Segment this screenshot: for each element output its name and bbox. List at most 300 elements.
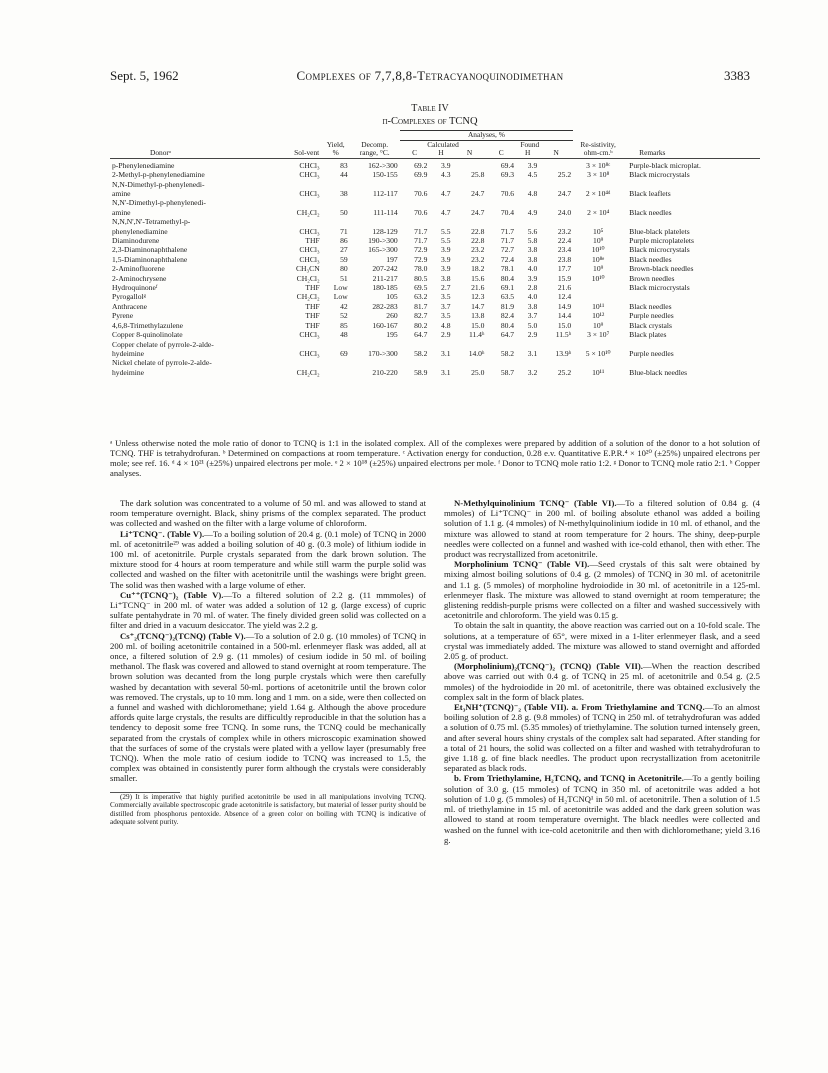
- header-title: Complexes of 7,7,8,8-Tetracyanoquinodimethan: [296, 68, 564, 83]
- table-cell: 2.9: [441, 330, 451, 340]
- table-cell: 13.8: [471, 311, 485, 321]
- table-cell: 81.9: [500, 301, 515, 311]
- table-cell: 3 × 10⁷: [587, 330, 610, 340]
- table-row: [110, 198, 760, 207]
- table-cell: [429, 180, 452, 189]
- table-cell: hydeimine: [112, 348, 145, 358]
- table-cell: 260: [386, 311, 398, 321]
- table-cell: 170->300: [368, 348, 398, 358]
- table-cell: 207-242: [372, 264, 398, 274]
- table-cell: 3.5: [441, 292, 451, 302]
- table-cell: 64.7: [500, 330, 515, 340]
- table-cell: 180-185: [372, 283, 398, 293]
- table-cell: 3.1: [441, 367, 451, 377]
- table-cell: 78.0: [414, 264, 428, 274]
- table-cell: [623, 292, 760, 301]
- paragraph: [444, 702, 760, 773]
- table-cell: 81.7: [414, 301, 428, 311]
- paragraph-text: —Seed crystals of this salt were obtained by mixing almost boiling solutions of 0.4 g. (2 mmoles) of TCNQ in 30 ml. of acetonitrile and 1.1 g. (5 mmoles) of morpholine hydroiodide in 30 ml. of acetonitrile in a 125-ml. erlenmeyer flask. The mixture was allowed to stand overnight at room temperature; the glistening reddish-purple prisms were collected on a filter and washed successively with acetonitrile and chloroform. The yield was 0.15 g.: [444, 559, 760, 621]
- table-cell: 2.8: [527, 283, 538, 293]
- table-cell: 52: [340, 311, 348, 321]
- table-cell: 10⁵: [593, 226, 604, 236]
- table-cell: 72.4: [500, 254, 515, 264]
- table-cell: Pyrene: [112, 311, 134, 321]
- table-cell: 195: [386, 330, 398, 340]
- table-cell: 4.7: [441, 189, 451, 198]
- table-cell: 15.0: [557, 320, 572, 330]
- table-cell: Black leaflets: [629, 189, 671, 198]
- table-cell: 4.3: [441, 170, 451, 180]
- table-cell: 23.8: [557, 254, 572, 264]
- table-cell: 22.4: [557, 236, 572, 246]
- col-c-calc: C: [412, 148, 417, 158]
- table-cell: [400, 340, 430, 349]
- paragraph-heading: (Morpholinium)₂(TCNQ⁻)₂ (TCNQ) (Table VII).: [454, 661, 643, 672]
- table-cell: [322, 217, 350, 226]
- col-solvent: Sol-vent: [294, 148, 320, 158]
- table-cell: [322, 198, 350, 207]
- table-cell: 2-Aminochrysene: [112, 273, 167, 283]
- col-n-calc: N: [466, 148, 473, 158]
- table-cell: 69.4: [500, 160, 515, 170]
- paragraph: [444, 661, 760, 702]
- table-cell: 69.3: [500, 170, 515, 180]
- table-title: π-Complexes of TCNQ: [382, 116, 478, 127]
- table-cell: 63.5: [500, 292, 515, 302]
- table-label: Table IV: [411, 103, 449, 114]
- col-decomp: Decomp. range, °C.: [359, 139, 390, 158]
- table-cell: 128-129: [372, 226, 398, 236]
- table-cell: 63.2: [414, 292, 428, 302]
- table-cell: 4.8: [527, 189, 538, 198]
- paragraph-text: —When the reaction described above was carried out with 0.4 g. of TCNQ in 25 ml. of acetonitrile and 0.54 g. (2.5 mmoles) of the hydroiodide in 20 ml. of acetonitrile, there was obtained exclusively the complex salt in the form of black plates.: [444, 661, 760, 702]
- table-cell: 4.5: [527, 170, 538, 180]
- table-cell: [539, 180, 573, 189]
- table-cell: 70.4: [500, 207, 515, 217]
- table-cell: Brown needles: [629, 273, 675, 283]
- table-cell: [486, 198, 516, 207]
- paragraph-text: —To a filtered solution of 0.84 g. (4 mmoles) of Li⁺TCNQ⁻ in 200 ml. of boiling absolute ethanol was added a boiling solution of 1.1 g. (4 mmoles) of N-methylquinolinium iodide in 10 ml. of ethanol, and the mixture was allowed to stand at room temperature for 2 hours. The shiny, deep-purple needles were collected on a funnel and washed with ice-cold ethanol, then with ether. The product was recrystallized from acetonitrile.: [444, 498, 761, 560]
- table-row: [110, 236, 760, 245]
- table-cell: 50: [340, 207, 348, 217]
- table-cell: 51: [340, 273, 348, 283]
- table-cell: 24.0: [557, 207, 572, 217]
- table-cell: 3.9: [441, 264, 451, 274]
- col-resistivity: Re-sistivity, ohm-cm.ᵇ: [580, 139, 616, 158]
- table-cell: 72.9: [414, 254, 428, 264]
- table-cell: 162->300: [368, 160, 398, 170]
- table-cell: 3 × 10⁸ᶜ: [586, 160, 611, 170]
- table-cell: CHCl₃: [299, 226, 320, 236]
- footnote-29: (29) It is imperative that highly purified acetonitrile be used in all manipulations involving TCNQ. Commercially available spectroscopic grade acetonitrile is satisfactory, but material of lesser purity should be distilled from phosphorus pentoxide. Absence of a green color on boiling with TCNQ is indicative of adequate solvent purity.: [110, 792, 426, 827]
- table-cell: 82.7: [414, 311, 428, 321]
- paragraph-text: —To a boiling solution of 20.4 g. (0.1 mole) of TCNQ in 2000 ml. of acetonitrile²⁹ was added a boiling solution of 40 g. (0.3 mole) of lithium iodide in 100 ml. of acetonitrile. Purple crystals separated from the dark brown solution. The mixture stood for 4 hours at room temperature and while still warm the purple solid was collected and washed on the filter with acetonitrile until the washings were bright green. The solid was then washed with a large volume of ether.: [110, 528, 426, 590]
- table-cell: Brown-black needles: [629, 264, 694, 274]
- paragraph: [110, 590, 426, 631]
- table-cell: Nickel chelate of pyrrole-2-alde-: [112, 358, 212, 368]
- table-cell: 14.9: [557, 301, 572, 311]
- table-cell: 72.7: [500, 245, 515, 255]
- table-cell: 59: [340, 254, 348, 264]
- table-cell: 44: [340, 170, 348, 180]
- table-cell: 70.6: [500, 189, 515, 198]
- table-cell: 3.8: [527, 254, 538, 264]
- table-row: [110, 321, 760, 330]
- table-cell: Black plates: [629, 330, 667, 340]
- table-cell: amine: [112, 207, 131, 217]
- table-cell: 165->300: [368, 245, 398, 255]
- table-cell: CHCl₃: [299, 348, 320, 358]
- table-cell: Black crystals: [629, 320, 672, 330]
- table-cell: Black microcrystals: [629, 283, 690, 293]
- col-found: Found: [486, 140, 573, 149]
- complexes-table: [110, 130, 760, 377]
- table-cell: 14.0ʰ: [468, 348, 485, 358]
- col-yield: Yield, %: [326, 139, 345, 158]
- table-cell: 15.6: [471, 273, 485, 283]
- table-cell: [623, 340, 760, 349]
- paragraph-text: —To a filtered solution of 2.2 g. (11 mmmoles) of Li⁺TCNQ⁻ in 200 ml. of water was added a solution of 12 g. (large excess) of cupric sulfate pentahydrate in 70 ml. of water. The finely divided green solid was collected on a filter and dried in a vacuum desiccator. The yield was 2.2 g.: [110, 589, 426, 631]
- table-cell: 48: [340, 330, 348, 340]
- table-cell: [429, 358, 452, 367]
- table-cell: [539, 161, 573, 170]
- table-cell: 23.4: [557, 245, 572, 255]
- table-cell: N,N,N',N'-Tetramethyl-p-: [112, 217, 191, 227]
- table-cell: THF: [305, 320, 320, 330]
- table-cell: Pyrogallolᵍ: [112, 292, 146, 302]
- paragraph-heading: N-Methylquinolinium TCNQ⁻ (Table VI).: [454, 498, 617, 508]
- table-row: [110, 302, 760, 311]
- table-cell: CH₂Cl₂: [296, 273, 320, 283]
- table-cell: Low: [333, 292, 348, 302]
- table-cell: THF: [305, 283, 320, 293]
- table-cell: 58.2: [500, 348, 515, 358]
- table-cell: 5.8: [527, 236, 538, 246]
- table-cell: CHCl₃: [299, 189, 320, 198]
- table-cell: [453, 217, 487, 226]
- table-cell: [486, 180, 516, 189]
- paragraph: [110, 631, 426, 784]
- paragraph-heading: Cs⁺₂(TCNQ⁻)₂(TCNQ) (Table V).: [120, 630, 246, 641]
- table-cell: 14.7: [471, 301, 485, 311]
- table-cell: [453, 161, 487, 170]
- table-cell: 2.9: [527, 330, 538, 340]
- table-cell: 69.2: [414, 160, 428, 170]
- table-cell: 3.9: [527, 160, 538, 170]
- table-cell: [350, 198, 400, 207]
- page-number: 3383: [724, 68, 750, 83]
- paragraph-heading: Li⁺TCNQ⁻. (Table V).: [120, 528, 205, 539]
- table-cell: 13.9ʰ: [555, 348, 572, 358]
- table-cell: 12.3: [471, 292, 485, 302]
- table-cell: 71.7: [414, 236, 428, 246]
- table-cell: [292, 180, 322, 189]
- left-column: [110, 498, 426, 827]
- col-h-calc: H: [438, 148, 444, 158]
- table-row: [110, 274, 760, 283]
- table-cell: 105: [386, 292, 398, 302]
- table-cell: 71.7: [500, 226, 515, 236]
- col-remarks: Remarks: [639, 148, 666, 158]
- table-cell: 78.1: [500, 264, 515, 274]
- table-cell: 24.7: [557, 189, 572, 198]
- table-cell: 10¹²: [592, 311, 605, 321]
- col-n-found: N: [553, 148, 559, 158]
- table-cell: 27: [340, 245, 348, 255]
- table-row: [110, 189, 760, 198]
- table-footnotes: ᵃ Unless otherwise noted the mole ratio of donor to TCNQ is 1:1 in the isolated complex. All of the complexes were prepared by addition of a solution of the donor to a hot solution of TCNQ. THF is tetrahydrofuran. ᵇ Determined on compactions at room temperature. ᶜ Activation energy for conduction, 0.28 e.v. Quantitative E.P.R.⁴ × 10²⁰ (±25%) unpaired electrons per mole; see ref. 16. ᵈ 4 × 10²¹ (±25%) unpaired electrons per mole. ᵉ 2 × 10¹⁸ (±25%) unpaired electrons per mole. ᶠ Donor to TCNQ mole ratio 1:2. ᵍ Donor to TCNQ mole ratio 2:1. ʰ Copper analyses.: [110, 438, 760, 478]
- table-cell: 4.7: [441, 207, 451, 217]
- paragraph-text: —To a solution of 2.0 g. (10 mmoles) of TCNQ in 200 ml. of boiling acetonitrile contained in a 500-ml. erlenmeyer flask was added, all at once, a filtered solution of 2.9 g. (11 mmoles) of cesium iodide in 50 ml. of boiling methanol. The flask was covered and allowed to stand overnight at room temperature. The brown solution was decanted from the long purple crystals which were then carefully washed by decantation with several 50-ml. portions of acetonitrile until the brown color was removed. The crystals, up to 10 mm. long and 1 mm. on a side, were then collected on a funnel and washed with dichloromethane; yield 1.64 g. Although the above procedure affords quite large crystals, the results are difficultly reproducible in that the solution has a tendency to deposit some free TCNQ. In some runs, the TCNQ could be mechanically separated from the crystals of complex while in others microscopic examination showed that the surfaces of some of the crystals were plated with a yellow layer (presumably free TCNQ). When the mole ratio of cesium iodide to TCNQ was increased to 1.5, the complex was obtained in consistently purer form although the crystals were considerably smaller.: [110, 630, 426, 784]
- table-cell: [400, 180, 430, 189]
- table-cell: 25.2: [557, 170, 572, 180]
- table-cell: Purple microplatelets: [629, 236, 694, 246]
- table-cell: 69.9: [414, 170, 428, 180]
- table-cell: CH₂Cl₂: [296, 367, 320, 377]
- table-cell: 70.6: [414, 207, 428, 217]
- table-cell: 5 × 10¹⁰: [585, 348, 611, 358]
- table-row: [110, 311, 760, 320]
- table-cell: CHCl₃: [299, 330, 320, 340]
- col-c-found: C: [498, 148, 504, 158]
- table-cell: 25.2: [557, 367, 572, 377]
- paragraph-heading: Et₃NH⁺(TCNQ)⁻₂ (Table VII). a. From Triethylamine and TCNQ.: [454, 702, 705, 713]
- table-cell: 3.1: [441, 348, 451, 358]
- table-cell: [292, 198, 322, 207]
- table-cell: 24.7: [471, 207, 485, 217]
- table-cell: [350, 217, 400, 226]
- table-cell: 82.4: [500, 311, 515, 321]
- table-cell: [453, 180, 487, 189]
- table-cell: 83: [340, 160, 348, 170]
- table-row: [110, 264, 760, 273]
- table-cell: 10¹¹: [592, 367, 605, 377]
- table-cell: 4.9: [527, 207, 538, 217]
- table-cell: 4.0: [527, 292, 538, 302]
- table-cell: 10¹⁰: [591, 245, 605, 255]
- table-cell: 10¹⁰: [591, 273, 605, 283]
- table-cell: 86: [340, 236, 348, 246]
- table-cell: 3.8: [441, 273, 451, 283]
- table-row: [110, 161, 760, 170]
- table-cell: 4,6,8-Trimethylazulene: [112, 320, 184, 330]
- table-cell: [292, 358, 322, 367]
- paragraph-heading: Cu⁺⁺(TCNQ⁻)₂ (Table V).: [120, 589, 224, 600]
- table-cell: 4.8: [441, 320, 451, 330]
- table-cell: 72.9: [414, 245, 428, 255]
- table-cell: [516, 198, 539, 207]
- table-cell: 3.9: [527, 273, 538, 283]
- table-cell: 14.4: [557, 311, 572, 321]
- table-cell: [573, 292, 623, 301]
- table-row: [110, 208, 760, 217]
- running-header: [110, 68, 750, 86]
- table-cell: 23.2: [557, 226, 572, 236]
- table-cell: Anthracene: [112, 301, 147, 311]
- table-cell: 80.2: [414, 320, 428, 330]
- table-cell: 3.9: [441, 254, 451, 264]
- table-cell: 71.7: [500, 236, 515, 246]
- table-cell: Purple-black microplat.: [629, 160, 701, 170]
- table-cell: 3 × 10⁸: [587, 170, 610, 180]
- table-cell: 58.9: [414, 367, 428, 377]
- table-cell: [573, 283, 623, 292]
- table-cell: [486, 217, 516, 226]
- table-cell: CHCl₃: [299, 160, 320, 170]
- table-cell: [429, 217, 452, 226]
- table-cell: 80.5: [414, 273, 428, 283]
- table-cell: N,N'-Dimethyl-p-phenylenedi-: [112, 198, 206, 208]
- table-cell: 69: [340, 348, 348, 358]
- table-cell: 3.8: [527, 301, 538, 311]
- table-cell: [516, 358, 539, 367]
- table-cell: p-Phenylenediamine: [112, 160, 175, 170]
- table-row: [110, 330, 760, 339]
- table-cell: [453, 358, 487, 367]
- table-row: [110, 180, 760, 189]
- table-cell: [292, 340, 322, 349]
- col-analyses: Analyses, %: [400, 131, 573, 141]
- table-cell: Black needles: [629, 254, 672, 264]
- table-cell: hydeimine: [112, 367, 145, 377]
- table-cell: 4.0: [527, 264, 538, 274]
- paragraph-text: To obtain the salt in quantity, the above reaction was carried out on a 10-fold scale. The solutions, at a temperature of 65°, were mixed in a 1-liter erlenmeyer flask, and a seed crystal was immediately added. The mixture was allowed to stand overnight and afforded 2.05 g. of product.: [444, 620, 760, 662]
- table-cell: 2-Methyl-p-phenylenediamine: [112, 170, 205, 180]
- table-cell: 3.9: [441, 245, 451, 255]
- table-cell: [623, 217, 760, 226]
- table-cell: Blue-black needles: [629, 367, 688, 377]
- table-cell: 42: [340, 301, 348, 311]
- table-cell: [539, 358, 573, 367]
- table-cell: Diaminodurene: [112, 236, 160, 246]
- table-cell: Copper 8-quinolinolate: [112, 330, 183, 340]
- table-cell: 3.7: [441, 301, 451, 311]
- table-row: [110, 255, 760, 264]
- table-cell: 15.9: [557, 273, 572, 283]
- table-cell: 5.6: [527, 226, 538, 236]
- table-cell: 5.0: [527, 320, 538, 330]
- table-cell: 23.2: [471, 245, 485, 255]
- paragraph: [444, 620, 760, 661]
- table-cell: 160-167: [372, 320, 398, 330]
- table-cell: [350, 180, 400, 189]
- table-cell: 2 × 10⁴ᵈ: [585, 189, 611, 198]
- table-cell: phenylenediamine: [112, 226, 168, 236]
- table-cell: Black microcrystals: [629, 245, 690, 255]
- col-h-found: H: [525, 148, 531, 158]
- paragraph: [444, 773, 760, 844]
- table-cell: [322, 358, 350, 367]
- table-cell: 71.7: [414, 226, 428, 236]
- table-cell: 38: [340, 189, 348, 198]
- table-cell: [322, 180, 350, 189]
- table-cell: Blue-black platelets: [629, 226, 690, 236]
- table-cell: 80.4: [500, 273, 515, 283]
- table-cell: [429, 198, 452, 207]
- table-cell: CH₂Cl₂: [296, 207, 320, 217]
- table-cell: 58.2: [414, 348, 428, 358]
- table-row: [110, 292, 760, 301]
- table-cell: N,N-Dimethyl-p-phenylenedi-: [112, 179, 205, 189]
- table-cell: 210-220: [372, 367, 398, 377]
- paragraph-text: —To a gently boiling solution of 3.0 g. (15 mmoles) of TCNQ in 350 ml. of acetonitrile was added a hot solution of 1.0 g. (5 mmoles) of H₂TCNQ¹ in 50 ml. of acetonitrile. Then a solution of 1.5 ml. of triethylamine in 15 ml. of acetonitrile was added and the dark green solution was allowed to stand at room temperature overnight. The black needles were collected and washed on the funnel with ice-cold acetonitrile and then with dichloromethane; yield 3.16 g.: [444, 773, 760, 845]
- table-cell: Black microcrystals: [629, 170, 690, 180]
- table-row: [110, 340, 760, 349]
- table-cell: [453, 198, 487, 207]
- table-cell: 190->300: [368, 236, 398, 246]
- table-cell: Copper chelate of pyrrole-2-alde-: [112, 339, 214, 349]
- table-cell: [516, 217, 539, 226]
- table-cell: 3.5: [441, 311, 451, 321]
- table-cell: 23.2: [471, 254, 485, 264]
- table-cell: CHCl₃: [299, 245, 320, 255]
- table-cell: [400, 358, 430, 367]
- table-cell: Black needles: [629, 207, 672, 217]
- table-cell: 5.5: [441, 236, 451, 246]
- table-cell: 3.8: [527, 245, 538, 255]
- table-cell: 18.2: [471, 264, 485, 274]
- table-cell: [350, 358, 400, 367]
- table-cell: 80: [340, 264, 348, 274]
- table-cell: 11.4ʰ: [468, 330, 485, 340]
- table-cell: 58.7: [500, 367, 515, 377]
- table-cell: 22.8: [471, 236, 485, 246]
- table-cell: 85: [340, 320, 348, 330]
- table-cell: Hydroquinoneᶠ: [112, 283, 158, 293]
- table-cell: 197: [386, 254, 398, 264]
- paragraph-text: —To an almost boiling solution of 2.8 g. (9.8 mmoles) of TCNQ in 250 ml. of tetrahydrofuran was added a solution of 0.75 ml. (5.35 mmoles) of triethylamine. The solution turned intensely green, and after several hours shiny crystals of the complex salt had separated. After standing for a total of 21 hours, the solid was collected on a filter and washed with tetrahydrofuran to give 1.18 g. of fine black needles. The product upon recrystallization from acetonitrile separated as black rods.: [444, 702, 760, 774]
- table-cell: amine: [112, 189, 131, 198]
- table-cell: [573, 217, 623, 226]
- table-cell: 24.7: [471, 189, 485, 198]
- table-cell: CH₃CN: [295, 264, 320, 274]
- table-row: [110, 358, 760, 367]
- table-cell: [573, 358, 623, 367]
- table-cell: 80.4: [500, 320, 515, 330]
- table-row: [110, 349, 760, 358]
- table-cell: [400, 217, 430, 226]
- table-cell: [573, 198, 623, 207]
- table-cell: Low: [333, 283, 348, 293]
- table-row: [110, 217, 760, 226]
- table-cell: 10⁹: [593, 264, 604, 274]
- table-cell: 69.1: [500, 283, 515, 293]
- table-cell: [539, 217, 573, 226]
- table-cell: 2 × 10⁴: [587, 207, 610, 217]
- paragraph-heading: Morpholinium TCNQ⁻ (Table VI).: [454, 559, 590, 570]
- table-cell: 11.5ʰ: [555, 330, 572, 340]
- table-row: [110, 227, 760, 236]
- table-cell: THF: [305, 301, 320, 311]
- table-cell: Black needles: [629, 301, 672, 311]
- table-cell: 2.7: [441, 283, 451, 293]
- header-date: Sept. 5, 1962: [110, 68, 179, 83]
- paragraph: [110, 529, 426, 590]
- table-cell: [516, 340, 539, 349]
- table-cell: 21.6: [471, 283, 485, 293]
- table-cell: 15.0: [471, 320, 485, 330]
- table-cell: [623, 198, 760, 207]
- table-cell: 211-217: [372, 273, 398, 283]
- table-cell: 70.6: [414, 189, 428, 198]
- table-cell: 17.7: [557, 264, 572, 274]
- table-cell: THF: [305, 311, 320, 321]
- table-cell: 21.6: [557, 283, 572, 293]
- paragraph: [444, 559, 760, 620]
- table-cell: 12.4: [557, 292, 572, 302]
- table-cell: [350, 340, 400, 349]
- table-cell: 71: [340, 226, 348, 236]
